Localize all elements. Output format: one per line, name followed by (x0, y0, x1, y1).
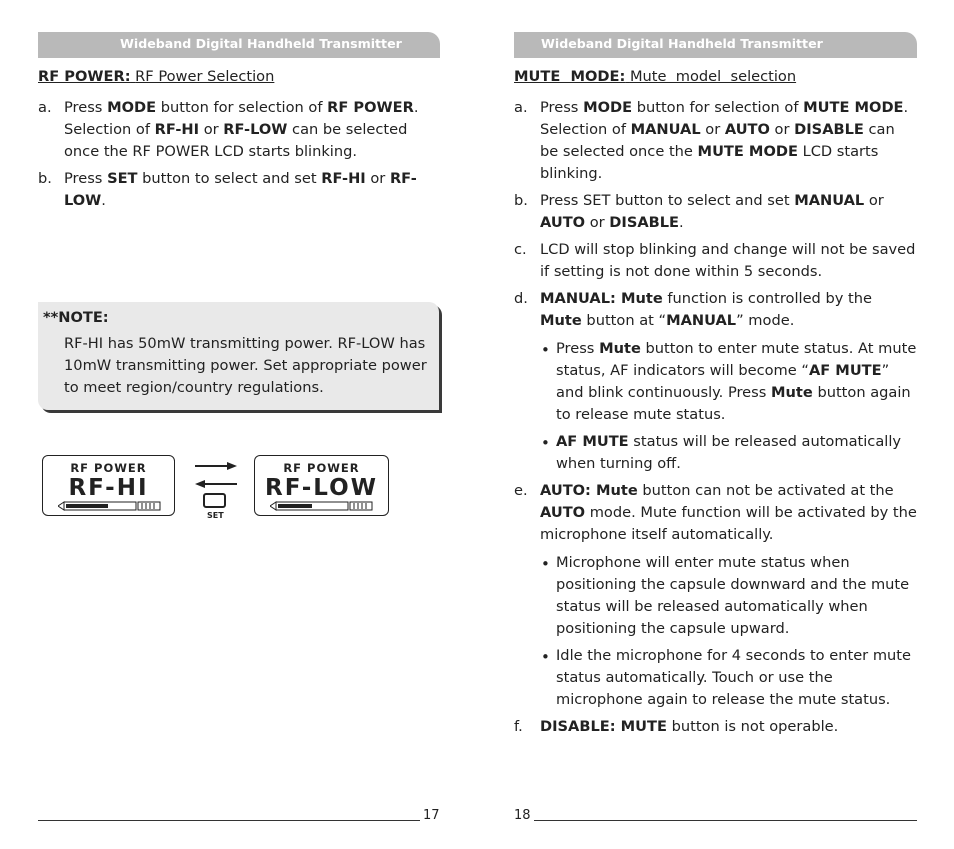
set-toggle-arrows-icon (193, 458, 239, 510)
text-run: MODE (583, 99, 633, 116)
lcd-rf-low (254, 455, 389, 516)
text-run: DISABLE (794, 121, 864, 138)
step-marker: b. (38, 170, 52, 187)
text-run: button again to release mute status. (556, 384, 911, 423)
step-item (514, 716, 917, 738)
bullet-item (540, 338, 917, 426)
text-run: SET (107, 170, 138, 187)
text-run: . (679, 214, 684, 231)
text-run: Mute (771, 384, 813, 401)
text-run: or (864, 192, 884, 209)
text-run: can be selected once the RF POWER LCD starts blinking. (64, 121, 408, 160)
text-run: MUTE MODE (697, 143, 798, 160)
text-run: button is not operable. (666, 718, 839, 735)
text-run: AF MUTE (556, 433, 629, 450)
text-run: Press (540, 99, 584, 116)
step-marker: b. (514, 192, 528, 209)
text-run: RF-LOW (64, 170, 417, 209)
text-run: . (101, 192, 106, 209)
text-run: button for selection of (156, 99, 328, 116)
step-item (38, 97, 440, 163)
step-marker: c. (514, 241, 527, 258)
text-run: MANUAL: Mute (540, 290, 663, 307)
bullet-item (540, 431, 917, 475)
step-item (514, 97, 917, 185)
page-number: 17 (423, 808, 440, 823)
text-run: mode. Mute function will be activated by the microphone itself automatically. (540, 504, 917, 543)
text-run: or (700, 121, 725, 138)
step-marker: f. (514, 718, 523, 735)
step-text (540, 288, 917, 332)
text-run: RF-HI (321, 170, 366, 187)
note-title: **NOTE: (43, 309, 109, 326)
rf-level-meter-icon (270, 501, 374, 511)
lcd-value: RF-HI (68, 475, 149, 501)
text-run: RF POWER (327, 99, 414, 116)
rf-level-meter-icon (58, 501, 162, 511)
rf-power-steps (38, 97, 440, 217)
text-run: status will be released automatically when turning off. (556, 433, 902, 472)
step-marker: a. (514, 99, 528, 116)
footer-rule (38, 820, 420, 821)
set-button-icon (204, 494, 225, 507)
text-run: MANUAL (630, 121, 701, 138)
bullet-list (540, 338, 917, 475)
text-run: Press (64, 99, 108, 116)
text-run: or (199, 121, 224, 138)
page-number: 18 (514, 808, 531, 823)
step-marker: e. (514, 482, 528, 499)
step-marker: d. (514, 290, 528, 307)
text-run: AUTO: Mute (540, 482, 638, 499)
lcd-label: RF POWER (283, 461, 360, 475)
note-body: RF-HI has 50mW transmitting power. RF-LOW has 10mW transmitting power. Set appropriate power to meet region/country regulations. (64, 335, 427, 396)
text-run: ” mode. (736, 312, 795, 329)
text-run: or (585, 214, 610, 231)
bullet-item (540, 552, 917, 640)
text-run: DISABLE: MUTE (540, 718, 667, 735)
step-text (540, 716, 917, 738)
text-run: Microphone will enter mute status when positioning the capsule downward and the mute status will be released automatically when positioning the capsule upward. (556, 554, 910, 637)
step-marker: a. (38, 99, 52, 116)
bullet-list (540, 552, 917, 711)
text-run: RF-HI (154, 121, 200, 138)
mute-mode-section-title (514, 68, 796, 85)
step-item (514, 239, 917, 283)
lcd-rf-hi (42, 455, 175, 516)
text-run: button at “ (581, 312, 667, 329)
text-run: . Selection of (64, 99, 419, 138)
step-text (64, 168, 440, 212)
step-text (540, 97, 917, 185)
text-run: MODE (107, 99, 157, 116)
step-item (514, 288, 917, 475)
step-item (514, 480, 917, 711)
text-run: . Selection of (540, 99, 909, 138)
text-run: or (769, 121, 795, 138)
section-heading: MUTE MODE: (514, 68, 626, 85)
step-item (514, 190, 917, 234)
lcd-label: RF POWER (70, 461, 147, 475)
text-run: button for selection of (632, 99, 804, 116)
text-run: can be selected once the (540, 121, 895, 160)
text-run: MANUAL (794, 192, 865, 209)
text-run: AF MUTE (808, 362, 882, 379)
text-run: ” and blink continuously. Press (556, 362, 890, 401)
text-run: LCD starts blinking. (540, 143, 879, 182)
right-page (514, 0, 917, 849)
text-run: or (365, 170, 390, 187)
text-run: Idle the microphone for 4 seconds to enter mute status automatically. Touch or use the microphone again to release the mute status. (556, 647, 911, 708)
text-run: Mute (540, 312, 582, 329)
text-run: button can not be activated at the (637, 482, 894, 499)
text-run: MANUAL (666, 312, 737, 329)
set-button-label: SET (207, 511, 224, 520)
text-run: Press (64, 170, 108, 187)
text-run: Press (556, 340, 600, 357)
text-run: LCD will stop blinking and change will not be saved if setting is not done within 5 seconds. (540, 241, 916, 280)
step-item (38, 168, 440, 212)
text-run: AUTO (540, 504, 586, 521)
text-run: AUTO (540, 214, 586, 231)
text-run: button to select and set (137, 170, 322, 187)
rf-power-section-title (38, 68, 274, 85)
lcd-value: RF-LOW (264, 475, 379, 501)
text-run: RF-LOW (223, 121, 288, 138)
text-run: button to enter mute status. At mute status, AF indicators will become “ (556, 340, 917, 379)
step-text (64, 97, 440, 163)
text-run: Press SET button to select and set (540, 192, 795, 209)
right-header-bar: Wideband Digital Handheld Transmitter (514, 32, 917, 58)
left-page (38, 0, 440, 849)
step-text (540, 480, 917, 546)
footer-rule (534, 820, 917, 821)
text-run: function is controlled by the (662, 290, 872, 307)
text-run: Mute (599, 340, 641, 357)
text-run: AUTO (724, 121, 770, 138)
section-heading: RF POWER: (38, 68, 131, 85)
step-text (540, 190, 917, 234)
bullet-item (540, 645, 917, 711)
step-text (540, 239, 917, 283)
left-header-bar: Wideband Digital Handheld Transmitter (38, 32, 440, 58)
note-box (38, 302, 439, 410)
mute-mode-steps (514, 97, 917, 743)
section-subtitle: RF Power Selection (135, 68, 275, 85)
text-run: DISABLE (609, 214, 680, 231)
section-subtitle: Mute model selection (629, 68, 797, 85)
text-run: MUTE MODE (803, 99, 904, 116)
